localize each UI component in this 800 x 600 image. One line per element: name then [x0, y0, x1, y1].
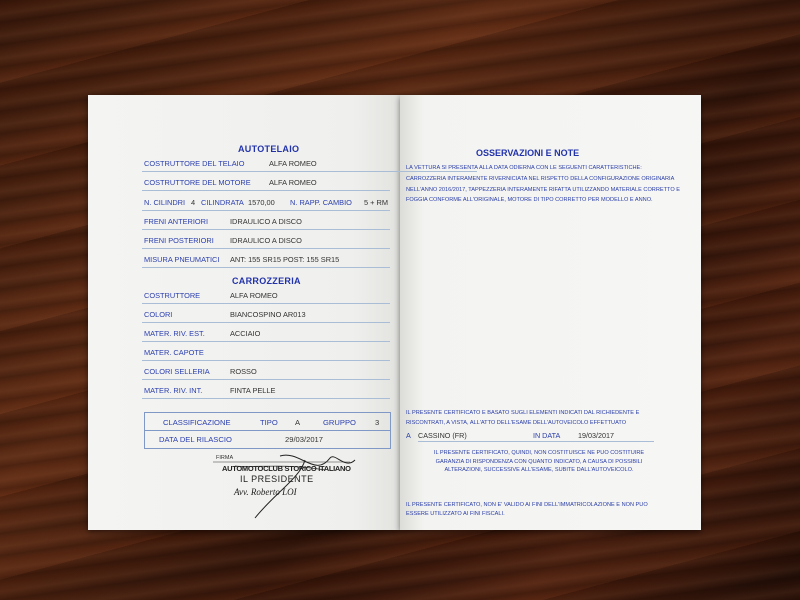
- row-rivest-est: [142, 323, 390, 342]
- signature-graphic: [205, 448, 365, 523]
- costruttore-motore-label: COSTRUTTORE DEL MOTORE: [144, 178, 251, 187]
- presidente-title: IL PRESIDENTE: [240, 474, 314, 484]
- row-selleria: [142, 361, 390, 380]
- colori-value: BIANCOSPINO AR013: [230, 310, 306, 319]
- cilindrata-label: CILINDRATA: [201, 198, 244, 207]
- row-costruttore-motore: [142, 172, 390, 191]
- carr-costruttore-value: ALFA ROMEO: [230, 291, 278, 300]
- data-rilascio-label: DATA DEL RILASCIO: [159, 435, 232, 444]
- costruttore-telaio-value: ALFA ROMEO: [269, 159, 317, 168]
- rivest-est-label: MATER. RIV. EST.: [144, 329, 205, 338]
- selleria-label: COLORI SELLERIA: [144, 367, 210, 376]
- certificato-note: IL PRESENTE CERTIFICATO, QUINDI, NON COSTITUISCE NE PUO COSTITUIRE GARANZIA DI RISPONDENZA CON QUANTO INDICATO, A CAUSA DI POSSIBILI ALTERAZIONI, SUCCESSIVE ALL'ESAME, SUBITE DALL'AUTOVEICOLO.: [433, 450, 645, 474]
- classificazione-label: CLASSIFICAZIONE: [163, 418, 231, 427]
- carrozzeria-title: CARROZZERIA: [232, 276, 301, 286]
- row-pneumatici: [142, 249, 390, 268]
- rivest-int-label: MATER. RIV. INT.: [144, 386, 203, 395]
- row-capote: [142, 342, 390, 361]
- luogo-value: CASSINO (FR): [418, 431, 467, 440]
- row-freni-posteriori: [142, 230, 390, 249]
- autotelaio-title: AUTOTELAIO: [238, 144, 300, 154]
- in-data-label: IN DATA: [533, 431, 561, 440]
- carr-costruttore-label: COSTRUTTORE: [144, 291, 201, 300]
- colori-label: COLORI: [144, 310, 173, 319]
- rivest-int-value: FINTA PELLE: [230, 386, 276, 395]
- box-divider: [145, 430, 390, 431]
- capote-label: MATER. CAPOTE: [144, 348, 204, 357]
- cilindri-label: N. CILINDRI: [144, 198, 186, 207]
- freni-posteriori-value: IDRAULICO A DISCO: [230, 236, 302, 245]
- cilindrata-value: 1570,00: [248, 198, 275, 207]
- stamp-text: AUTOMOTOCLUB STORICO ITALIANO: [222, 464, 351, 473]
- freni-anteriori-value: IDRAULICO A DISCO: [230, 217, 302, 226]
- pneumatici-label: MISURA PNEUMATICI: [144, 255, 220, 264]
- luogo-underline: [418, 441, 654, 442]
- freni-posteriori-label: FRENI POSTERIORI: [144, 236, 214, 245]
- certificato-footer: IL PRESENTE CERTIFICATO, NON E' VALIDO AI FINI DELL'IMMATRICOLAZIONE E NON PUO ESSERE UTILIZZATO AI FINI FISCALI.: [406, 502, 648, 517]
- tipo-value: A: [295, 418, 301, 427]
- tipo-label: TIPO: [260, 418, 278, 427]
- freni-anteriori-label: FRENI ANTERIORI: [144, 217, 209, 226]
- firma-label: FIRMA: [216, 455, 234, 461]
- cambio-value: 5 + RM: [364, 198, 389, 207]
- selleria-value: ROSSO: [230, 367, 257, 376]
- osservazioni-text: LA VETTURA SI PRESENTA ALLA DATA ODIERNA CON LE SEGUENTI CARATTERISTICHE: CARROZZERIA INTERAMENTE RIVERNICIATA NEL RISPETTO DELLA CONFIGURAZIONE ORIGINARIA NELL'ANNO 2016/2017, TAPPEZZERIA INTERAMENTE RIFATTA UTILIZZANDO MATERIALE CORRETTO E FOGGIA CONFORME ALL'ORIGINALE, MOTORE DI TIPO CORRETTO PER MODELLO E ANNO.: [406, 165, 680, 204]
- certificato-data-value: 19/03/2017: [578, 431, 614, 440]
- cambio-label: N. RAPP. CAMBIO: [290, 198, 352, 207]
- data-rilascio-value: 29/03/2017: [285, 435, 324, 444]
- certificato-intro: IL PRESENTE CERTIFICATO E BASATO SUGLI ELEMENTI INDICATI DAL RICHIEDENTE E RISCONTRATI, A VISTA, ALL'ATTO DELL'ESAME DELL'AUTOVEICOLO EFFETTUATO: [406, 410, 640, 426]
- rivest-est-value: ACCIAIO: [230, 329, 261, 338]
- row-rivest-int: [142, 380, 390, 399]
- osservazioni-title: OSSERVAZIONI E NOTE: [476, 148, 580, 158]
- costruttore-motore-value: ALFA ROMEO: [269, 178, 317, 187]
- gruppo-value: 3: [375, 418, 380, 427]
- costruttore-telaio-label: COSTRUTTORE DEL TELAIO: [144, 159, 245, 168]
- row-colori: [142, 304, 390, 323]
- presidente-name: Avv. Roberto LOI: [234, 487, 297, 497]
- pneumatici-value: ANT: 155 SR15 POST: 155 SR15: [230, 255, 340, 264]
- row-carr-costruttore: [142, 285, 390, 304]
- classificazione-box: [144, 412, 391, 449]
- cilindri-value: 4: [191, 198, 196, 207]
- luogo-prefix: A: [406, 431, 411, 440]
- row-freni-anteriori: [142, 211, 390, 230]
- row-motore-specs: [142, 192, 390, 211]
- gruppo-label: GRUPPO: [323, 418, 356, 427]
